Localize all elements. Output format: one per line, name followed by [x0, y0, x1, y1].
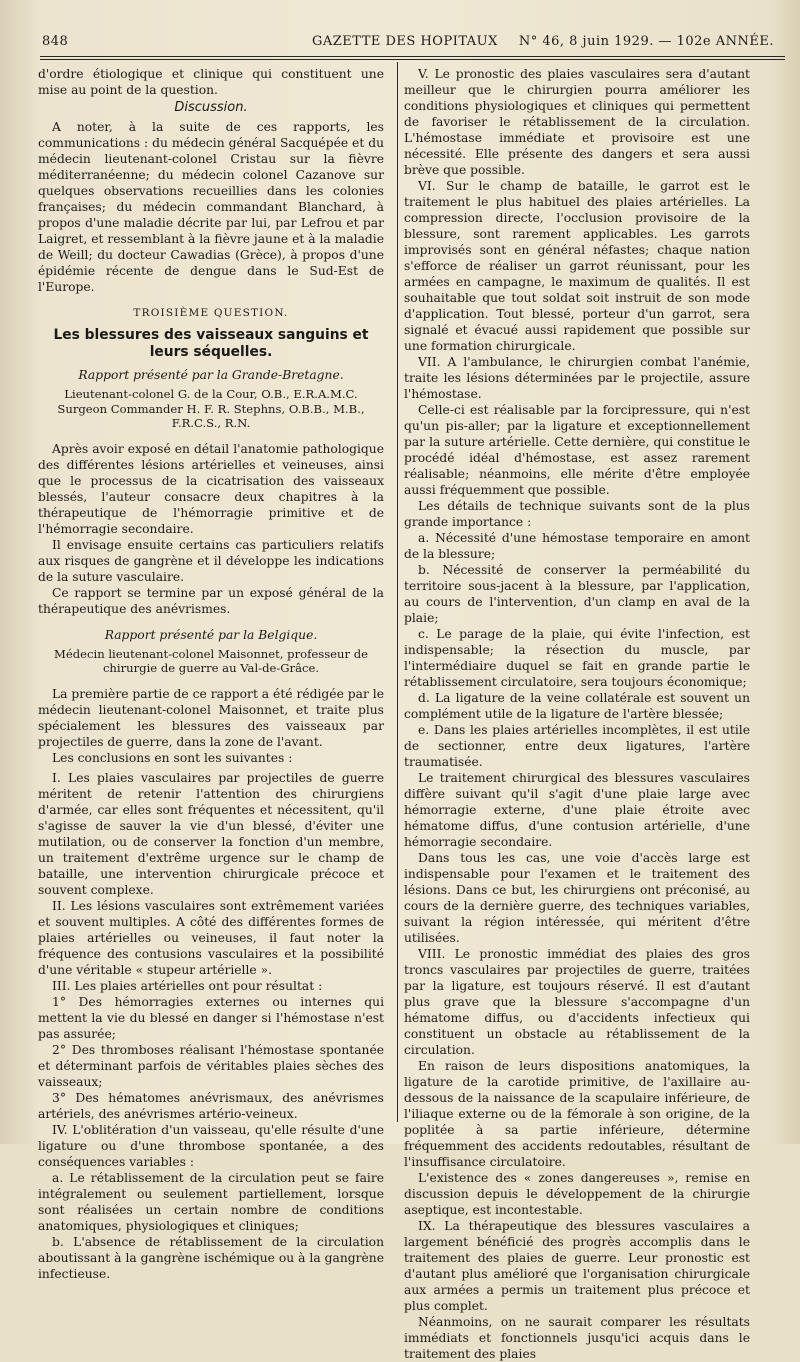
- paragraph: Néanmoins, on ne saurait comparer les résultats immédiats et fonctionnels jusqu'ici acquis dans le traitement des plaies: [404, 1315, 750, 1361]
- paragraph: e. Dans les plaies artérielles incomplètes, il est utile de sectionner, entre deux ligatures, l'artère traumatisée.: [404, 723, 750, 769]
- section-title: Les blessures des vaisseaux sanguins et leurs séquelles.: [53, 327, 369, 360]
- paragraph: I. Les plaies vasculaires par projectiles de guerre méritent de retenir l'attention des chirurgiens d'armée, car elles sont fréquentes et nécessitent, qu'il s'agisse de sauver la vie d'un blessé, d'éviter une mutilation, ou de conserver la fonction d'un membre, un traitement d'extrême urgence sur le champ de bataille, une intervention chirurgicale précoce et souvent complexe.: [38, 770, 384, 897]
- paragraph: V. Le pronostic des plaies vasculaires sera d'autant meilleur que le chirurgien pourra améliorer les conditions physiologiques et cliniques qui permettent de favoriser le rétablissement de la circulation. L'hémostase immédiate et provisoire est une nécessité. Elle présente des dangers et sera aussi brève que possible.: [404, 67, 750, 177]
- discussion-heading: Discussion.: [174, 100, 248, 115]
- paragraph: a. Nécessité d'une hémostase temporaire en amont de la blessure;: [404, 531, 750, 561]
- paragraph: Après avoir exposé en détail l'anatomie pathologique des différentes lésions artérielles et veineuses, ainsi que le processus de la cicatrisation des vaisseaux blessés, l'auteur consacre deux chapitres à la thérapeutique de l'hémorragie primitive et de l'hémorragie secondaire.: [38, 441, 384, 536]
- paragraph: L'existence des « zones dangereuses », remise en discussion depuis le développement de la chirurgie aseptique, est incontestable.: [404, 1171, 750, 1217]
- report-authors: Lieutenant-colonel G. de la Cour, O.B., E.R.A.M.C. Surgeon Commander H. F. R. Stephns, O.B.B., M.B., F.R.C.S., R.N.: [57, 387, 365, 430]
- header-rule: [40, 56, 785, 57]
- paragraph: Les conclusions en sont les suivantes :: [52, 750, 293, 765]
- report-title: Rapport présenté par la Grande-Bretagne.: [78, 368, 344, 382]
- paragraph: Les détails de technique suivants sont de la plus grande importance :: [404, 499, 750, 529]
- paragraph: 2° Des thromboses réalisant l'hémostase spontanée et déterminant parfois de véritables plaies sèches des vaisseaux;: [38, 1042, 384, 1089]
- page-number: 848: [42, 34, 69, 49]
- paragraph: Celle-ci est réalisable par la forcipressure, qui n'est qu'un pis-aller; par la ligature et exceptionnellement par la suture artérielle. Cette dernière, qui constitue le procédé idéal d'hémostase, est assez rarement réalisable; néanmoins, elle mérite d'être employée aussi fréquemment que possible.: [404, 403, 750, 497]
- paragraph: VII. A l'ambulance, le chirurgien combat l'anémie, traite les lésions déterminées par le projectile, assure l'hémostase.: [404, 355, 750, 401]
- paragraph: II. Les lésions vasculaires sont extrêmement variées et souvent multiples. A côté des différentes formes de plaies artérielles ou veineuses, il faut noter la fréquence des contusions vasculaires et la possibilité d'une véritable « stupeur artérielle ».: [38, 898, 384, 977]
- page-header: [42, 30, 782, 52]
- paragraph: Ce rapport se termine par un exposé général de la thérapeutique des anévrismes.: [38, 585, 384, 616]
- header-rule-thin: [40, 59, 785, 60]
- paragraph: 3° Des hématomes anévrismaux, des anévrismes artériels, des anévrismes artério-veineux.: [38, 1090, 384, 1121]
- paragraph: a. Le rétablissement de la circulation peut se faire intégralement ou seulement partiellement, lorsque sont réalisées un certain nombre de conditions anatomiques, physiologiques et cliniques;: [38, 1170, 384, 1233]
- paragraph: VI. Sur le champ de bataille, le garrot est le traitement le plus habituel des plaies artérielles. La compression directe, l'occlusion provisoire de la blessure, sont rarement applicables. Les garrots improvisés sont en général néfastes; chaque nation s'efforce de réaliser un garrot réunissant, pour les armées en campagne, le maximum de qualités. Il est souhaitable que tout soldat soit instruit de son mode d'application. Tout blessé, porteur d'un garrot, sera signalé et évacué aussi rapidement que possible sur une formation chirurgicale.: [404, 179, 750, 353]
- left-column: [38, 66, 384, 1282]
- issue-info: N° 46, 8 juin 1929. — 102e ANNÉE.: [518, 34, 774, 49]
- paragraph: d'ordre étiologique et clinique qui constituent une mise au point de la question.: [38, 67, 384, 97]
- paragraph: IV. L'oblitération d'un vaisseau, qu'elle résulte d'une ligature ou d'une thrombose spontanée, a des conséquences variables :: [38, 1122, 384, 1169]
- report-authors: Médecin lieutenant-colonel Maisonnet, professeur de chirurgie de guerre au Val-de-Grâce.: [53, 646, 369, 675]
- paragraph: b. L'absence de rétablissement de la circulation aboutissant à la gangrène ischémique ou à la gangrène infectieuse.: [38, 1234, 384, 1281]
- paragraph: A noter, à la suite de ces rapports, les communications : du médecin général Sacquépée et du médecin lieutenant-colonel Cristau sur la fièvre méditerranéenne; du médecin colonel Cazanove sur quelques observations recueillies dans les colonies françaises; du médecin commandant Blanchard, à propos d'une maladie décrite par lui, par Lefrou et par Laigret, et ressemblant à la fièvre jaune et à la maladie de Weill; du docteur Cawadias (Grèce), à propos d'une épidémie récente de dengue dans le Sud-Est de l'Europe.: [38, 120, 384, 294]
- paragraph: Le traitement chirurgical des blessures vasculaires diffère suivant qu'il s'agit d'une plaie large avec hémorragie externe, d'une plaie étroite avec hématome diffus, d'une contusion artérielle, d'une hémorragie secondaire.: [404, 771, 750, 849]
- paragraph: III. Les plaies artérielles ont pour résultat :: [52, 978, 323, 993]
- paragraph: IX. La thérapeutique des blessures vasculaires a largement bénéficié des progrès accomplis dans le traitement des plaies de guerre. Leur pronostic est d'autant plus amélioré que l'organisation chirurgicale aux armées a permis un traitement plus précoce et plus complet.: [404, 1219, 750, 1313]
- paragraph: La première partie de ce rapport a été rédigée par le médecin lieutenant-colonel Maisonnet, et traite plus spécialement les blessures des vaisseaux par projectiles de guerre, dans la zone de l'avant.: [38, 686, 384, 749]
- paragraph: c. Le parage de la plaie, qui évite l'infection, est indispensable; la résection du muscle, par l'intermédiaire duquel se fait en grande partie le rétablissement circulatoire, sera toujours économique;: [404, 627, 750, 689]
- column-divider: [397, 62, 398, 1122]
- paragraph: Dans tous les cas, une voie d'accès large est indispensable pour l'examen et le traitement des lésions. Dans ce but, les chirurgiens ont préconisé, au cours de la dernière guerre, des techniques variables, suivant la région intéressée, qui méritent d'être utilisées.: [404, 851, 750, 945]
- paragraph: d. La ligature de la veine collatérale est souvent un complément utile de la ligature de l'artère blessée;: [404, 691, 750, 721]
- section-label: TROISIÈME QUESTION.: [133, 307, 289, 319]
- paragraph: En raison de leurs dispositions anatomiques, la ligature de la carotide primitive, de l'axillaire au-dessous de la naissance de la scapulaire inférieure, de l'iliaque externe ou de la fémorale à son origine, de la poplitée à sa partie inférieure, détermine fréquemment des accidents redoutables, résultant de l'insuffisance circulatoire.: [404, 1059, 750, 1169]
- journal-title: GAZETTE DES HOPITAUX: [312, 34, 498, 49]
- report-title: Rapport présenté par la Belgique.: [104, 627, 318, 642]
- paragraph: b. Nécessité de conserver la perméabilité du territoire sous-jacent à la blessure, par l'application, au cours de l'intervention, d'un clamp en aval de la plaie;: [404, 563, 750, 625]
- paragraph: Il envisage ensuite certains cas particuliers relatifs aux risques de gangrène et il développe les indications de la suture vasculaire.: [38, 537, 384, 584]
- paragraph: 1° Des hémorragies externes ou internes qui mettent la vie du blessé en danger si l'hémostase n'est pas assurée;: [38, 994, 384, 1041]
- right-column: [404, 66, 750, 1362]
- paragraph: VIII. Le pronostic immédiat des plaies des gros troncs vasculaires par projectiles de guerre, traitées par la ligature, est toujours réservé. Il est d'autant plus grave que la blessure s'accompagne d'un hématome diffus, ou d'accidents infectieux qui constituent un obstacle au rétablissement de la circulation.: [404, 947, 750, 1057]
